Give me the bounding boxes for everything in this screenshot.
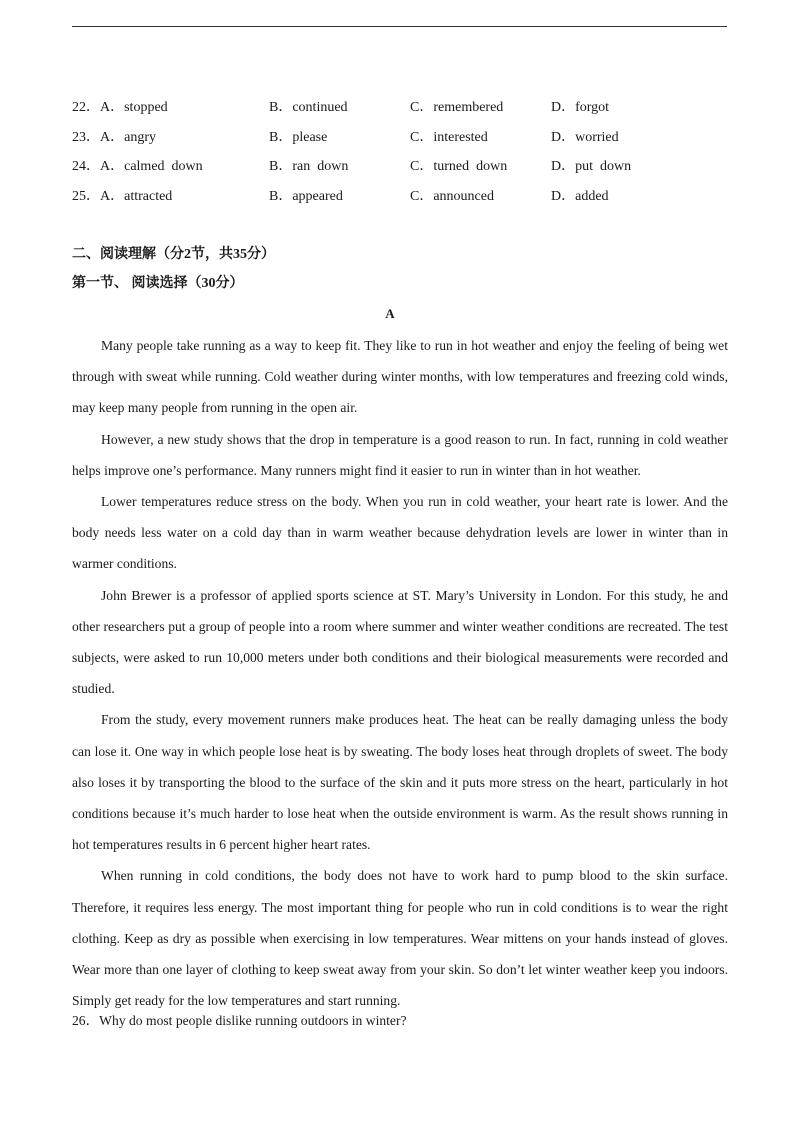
passage-paragraph: Many people take running as a way to keep fit. They like to run in hot weather and enjoy the feeling of being wet through with sweat while running. Cold weather during winter months, with low temperatures and freezing cold winds, may keep many people from running in the open air. bbox=[72, 338, 728, 416]
option-25-b: B．appeared bbox=[269, 188, 343, 204]
option-25-d: D．added bbox=[551, 188, 609, 204]
option-row-25 bbox=[72, 186, 732, 216]
passage-paragraph: From the study, every movement runners make produces heat. The heat can be really damaging unless the body can lose it. One way in which people lose heat is by sweating. The body loses heat through droplets of sweet. The body also loses it by transporting the blood to the surface of the skin and it puts more stress on the heart, particularly in hot conditions because it’s much harder to lose heat when the outside environment is warm. As the result shows running in hot temperatures results in 6 percent higher heart rates. bbox=[72, 712, 728, 853]
option-24-a: 24．A．calmed down bbox=[72, 159, 203, 174]
question-26: 26．Why do most people dislike running outdoors in winter? bbox=[72, 1013, 407, 1028]
option-23-a: 23．A．angry bbox=[72, 129, 156, 145]
section-subtitle: 第一节、 阅读选择（30分） bbox=[72, 276, 244, 291]
option-22-b: B．continued bbox=[269, 100, 348, 115]
answer-options bbox=[72, 97, 732, 215]
option-22-a: 22．A．stopped bbox=[72, 100, 168, 115]
option-24-d: D．put down bbox=[551, 159, 632, 174]
passage-letter: A bbox=[385, 306, 395, 321]
option-25-c: C．announced bbox=[410, 188, 494, 204]
passage-paragraph: However, a new study shows that the drop in temperature is a good reason to run. In fact, running in cold weather helps improve one’s performance. Many runners might find it easier to run in winter than in hot weather. bbox=[72, 431, 728, 478]
option-row-24 bbox=[72, 156, 732, 186]
option-23-b: B．please bbox=[269, 129, 328, 145]
option-24-c: C．turned down bbox=[410, 159, 508, 174]
option-24-b: B．ran down bbox=[269, 159, 349, 174]
section-title: 二、阅读理解（分2节，共35分） bbox=[72, 247, 275, 262]
option-25-a: 25．A．attracted bbox=[72, 188, 173, 204]
option-row-22 bbox=[72, 97, 732, 127]
passage-paragraph: John Brewer is a professor of applied sports science at ST. Mary’s University in London. For this study, he and other researchers put a group of people into a room where summer and winter weather conditions are recreated. The test subjects, were asked to run 10,000 meters under both conditions and their biological measurements were recorded and studied. bbox=[72, 587, 728, 697]
option-23-c: C．interested bbox=[410, 129, 488, 145]
option-22-d: D．forgot bbox=[551, 100, 610, 115]
option-23-d: D．worried bbox=[551, 129, 619, 145]
reading-passage bbox=[72, 330, 728, 1016]
option-22-c: C．remembered bbox=[410, 100, 504, 115]
option-row-23 bbox=[72, 127, 732, 157]
passage-paragraph: Lower temperatures reduce stress on the body. When you run in cold weather, your heart rate is lower. And the body needs less water on a cold day than in warm weather because dehydration levels are lower in winter than in warmer conditions. bbox=[72, 494, 728, 572]
passage-paragraph: When running in cold conditions, the body does not have to work hard to pump blood to the skin surface. Therefore, it requires less energy. The most important thing for people who run in cold conditions is to wear the right clothing. Keep as dry as possible when exercising in low temperatures. Wear mittens on your hands instead of gloves. Wear more than one layer of clothing to keep sweat away from your skin. So don’t let winter weather keep you indoors. Simply get ready for the low temperatures and start running. bbox=[72, 868, 728, 1009]
header-rule bbox=[72, 26, 727, 27]
